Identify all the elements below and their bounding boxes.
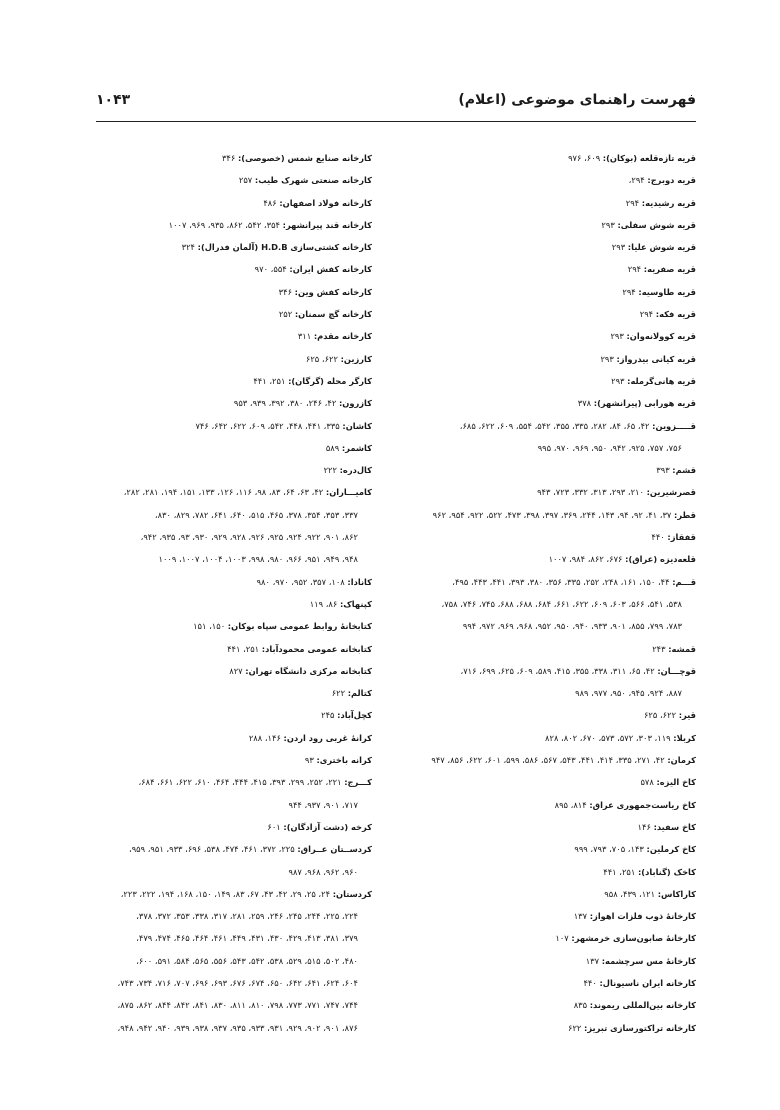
index-pages: ۲۵۲ <box>278 309 293 320</box>
index-entry <box>82 593 372 615</box>
index-term: کارخانه تراکتورسازی تبریز: <box>584 1022 696 1033</box>
index-entry <box>410 303 696 325</box>
index-pages: ۳۹۳ <box>656 465 670 476</box>
index-entry-continuation <box>82 861 372 883</box>
index-term: کربلا: <box>673 732 696 743</box>
index-term: کارگر محله (گرگان): <box>288 375 372 386</box>
index-pages: ۲۲۴، ۲۲۵، ۲۴۴، ۲۴۵، ۲۴۶، ۲۵۹، ۲۸۱، ۳۱۷، ۳۳۸، ۳۵۳، ۳۷۲، ۳۷۸، <box>136 911 358 922</box>
index-pages: ۲۹۳ <box>601 219 615 230</box>
index-entry <box>82 816 372 838</box>
index-pages: ۲۵۱، ۴۴۱ <box>603 866 636 877</box>
index-term: کانادا: <box>347 576 372 587</box>
index-pages: ۲۹۴ <box>622 286 636 297</box>
index-entry <box>410 794 696 816</box>
index-column-left <box>82 147 372 1039</box>
index-pages: ۸۶، ۱۱۹ <box>309 598 338 609</box>
index-term: کارخانه صنایع شمس (خصوصی): <box>237 153 372 163</box>
index-entry <box>82 727 372 749</box>
index-entry <box>410 749 696 771</box>
index-term: کارخانه کفش وین: <box>294 286 372 297</box>
index-pages: ۳۵۴، ۵۴۲، ۸۶۲، ۹۳۵، ۹۶۹، ۱۰۰۷ <box>168 219 280 230</box>
index-term: کرانۀ غربی رود اردن: <box>283 732 372 743</box>
index-term: قریه کیانی بیدرواز: <box>616 353 696 364</box>
index-pages: ۷۱۷، ۹۰۱، ۹۳۷، ۹۴۴ <box>288 799 358 810</box>
index-entry <box>410 905 696 927</box>
index-term: کازرون: <box>338 398 372 409</box>
index-pages: ۸۶۲، ۹۰۱، ۹۲۲، ۹۲۴، ۹۲۵، ۹۲۶، ۹۲۸، ۹۲۹، ۹۳۰، ۹۳، ۹۳۵، ۹۴۲، <box>140 532 358 543</box>
index-pages: ۲۹۳ <box>600 353 614 364</box>
index-entry <box>410 325 696 347</box>
index-pages: ۲۵۷ <box>238 175 253 186</box>
index-entry <box>82 392 372 414</box>
index-entry <box>82 214 372 236</box>
index-term: کارخانۀ مس سرچشمه: <box>601 955 696 966</box>
index-term: قطر: <box>674 509 696 520</box>
index-entry-continuation <box>82 526 372 548</box>
index-term: قریه تازه‌قلعه (بوکان): <box>602 153 696 163</box>
index-pages: ۲۹۴ <box>625 197 640 208</box>
index-pages: ۶۲۲ <box>568 1022 582 1033</box>
index-pages: ۶۰۹، ۹۷۶ <box>568 153 601 163</box>
index-entry <box>410 281 696 303</box>
index-entry <box>82 192 372 214</box>
index-pages: ۷۸۳، ۷۹۹، ۸۵۵، ۹۰۱، ۹۳۳، ۹۴۰، ۹۵۰، ۹۵۲، ۹۶۸، ۹۶۹، ۹۷۲، ۹۹۴ <box>462 621 682 632</box>
index-pages: ۳۷، ۴۱، ۹۲، ۹۴، ۱۴۳، ۲۴۴، ۳۶۹، ۳۹۷، ۳۹۸، ۴۷۳، ۵۲۲، ۹۲۲، ۹۵۴، ۹۶۲ <box>432 509 672 520</box>
index-term: قـــم: <box>672 576 696 587</box>
index-entry <box>410 771 696 793</box>
index-term: کامیـــاران: <box>325 487 372 498</box>
index-entry <box>410 192 696 214</box>
index-term: قریه هورابی (پیرانشهر): <box>593 398 696 409</box>
page-header <box>96 92 696 120</box>
index-pages: ۹۶۰، ۹۶۲، ۹۶۸، ۹۸۷ <box>288 866 358 877</box>
index-entry <box>410 660 696 682</box>
index-term: کاخ سفید: <box>653 821 696 832</box>
index-term: قلعه‌دیزه (عراق): <box>625 554 696 565</box>
index-entry <box>410 571 696 593</box>
index-entry <box>82 660 372 682</box>
index-term: قصرشیرین: <box>646 487 696 498</box>
index-pages: ۲۲۱، ۲۵۲، ۲۹۹، ۳۹۳، ۴۱۵، ۴۴۴، ۴۶۴، ۶۱۰، ۶۲۲، ۶۶۱، ۶۸۴، <box>138 777 342 788</box>
index-entry <box>410 459 696 481</box>
index-pages: ۲۲۵، ۳۷۲، ۴۶۱، ۴۷۴، ۵۳۸، ۶۹۶، ۹۳۳، ۹۵۱، ۹۵۹، <box>129 844 295 855</box>
index-term: کتابخانه عمومی محمودآباد: <box>261 643 372 654</box>
index-pages: ۸۸۷، ۹۲۴، ۹۴۵، ۹۵۰، ۹۷۷، ۹۸۹ <box>575 688 682 699</box>
index-entry <box>410 883 696 905</box>
index-pages: ۲۹۳ <box>611 242 626 253</box>
index-pages: ۸۳۵ <box>573 1000 588 1011</box>
index-pages: ۱۴۶، ۲۸۸ <box>248 732 281 743</box>
index-term: کارخانه کفش ایران: <box>289 264 372 275</box>
index-pages: ۲۹۴ <box>639 309 654 320</box>
index-term: کاخ الیزه: <box>656 777 696 788</box>
index-pages: ۶۷۶، ۸۶۲، ۹۸۴، ۱۰۰۷ <box>548 554 623 565</box>
index-entry <box>82 437 372 459</box>
index-term: کارزین: <box>340 353 372 364</box>
index-pages: ۱۰۸، ۳۵۷، ۹۵۲، ۹۷۰، ۹۸۰ <box>256 576 345 587</box>
page-title: فهرست راهنمای موضوعی (اعلام) <box>458 92 696 108</box>
index-entry <box>410 638 696 660</box>
index-pages: ۴۴۰ <box>583 977 597 988</box>
index-entry <box>82 481 372 503</box>
index-pages: ۲۹۴ <box>627 264 642 275</box>
index-pages: ۱۱۹، ۳۰۳، ۵۷۲، ۵۷۳، ۶۷۰، ۸۰۲، ۸۲۸ <box>545 732 671 743</box>
index-pages: ۶۲۲، ۶۲۵ <box>305 353 338 364</box>
index-pages: ۷۴۴، ۷۴۷، ۷۷۱، ۷۷۳، ۷۹۸، ۸۱۰، ۸۱۱، ۸۳۰، ۸۴۱، ۸۴۲، ۸۴۴، ۸۶۲، ۸۷۵، <box>117 1000 358 1011</box>
index-term: قوچـــان: <box>657 665 696 676</box>
index-term: کتابخانۀ روابط عمومی سپاه بوکان: <box>227 621 372 632</box>
index-term: قریه طاوسیه: <box>638 286 696 297</box>
index-entry-continuation <box>82 927 372 949</box>
index-pages: ۸۱۴، ۸۹۵ <box>554 799 587 810</box>
index-entry <box>410 994 696 1016</box>
index-entry-continuation <box>410 615 696 637</box>
index-pages: ۲۴۳ <box>652 643 666 654</box>
index-pages: ۱۳۷ <box>585 955 600 966</box>
index-pages: ۳۱۱ <box>297 331 312 342</box>
index-term: قمشه: <box>668 643 696 654</box>
index-pages: ۵۵۴، ۹۷۰ <box>254 264 287 275</box>
index-term: قریه شوش علیا: <box>627 242 696 253</box>
index-entry <box>410 816 696 838</box>
page-number: ۱۰۴۳ <box>96 92 131 108</box>
index-pages: ۱۳۷ <box>573 911 588 922</box>
index-term: قریه شوش سفلی: <box>617 219 696 230</box>
index-term: کردستان: <box>332 888 372 899</box>
index-term: کارخانۀ صابون‌سازی خرمشهر: <box>571 933 696 944</box>
index-entry <box>410 504 696 526</box>
index-entry <box>410 972 696 994</box>
index-term: کاشمر: <box>341 442 372 453</box>
index-entry <box>410 526 696 548</box>
index-entry <box>82 638 372 660</box>
index-entry <box>410 950 696 972</box>
index-entry-continuation <box>82 504 372 526</box>
index-pages: ۲۴، ۲۵، ۲۹، ۴۲، ۴۳، ۶۷، ۸۳، ۱۴۹، ۱۵۰، ۱۶۸، ۱۹۴، ۲۲۲، ۲۲۳، <box>120 888 331 899</box>
index-term: کرخه (دشت آزادگان): <box>283 821 372 832</box>
index-pages: ۴۸۰، ۵۰۲، ۵۱۵، ۵۲۹، ۵۳۸، ۵۴۲، ۵۴۳، ۵۵۶، ۵۶۵، ۵۸۴، ۵۹۱، ۶۰۰، <box>136 955 358 966</box>
index-entry-continuation <box>82 794 372 816</box>
index-entry <box>82 704 372 726</box>
index-pages: ۱۵۰، ۱۵۱ <box>193 621 226 632</box>
index-term: قـــــزوین: <box>652 420 696 431</box>
index-term: کاشان: <box>342 420 372 431</box>
header-divider <box>96 121 696 122</box>
index-pages: ۳۳۵، ۴۴۱، ۴۴۸، ۵۴۲، ۶۰۹، ۶۲۲، ۶۴۲، ۷۴۶ <box>195 420 340 431</box>
index-pages: ۶۲۲، ۶۲۵ <box>643 710 677 721</box>
index-entry <box>410 727 696 749</box>
index-term: کارخانه قند پیرانشهر: <box>282 219 372 230</box>
index-pages: ۲۵۱، ۴۴۱ <box>253 375 286 386</box>
index-pages: ۷۵۶، ۷۵۷، ۹۲۵، ۹۴۲، ۹۵۰، ۹۶۹، ۹۷۰، ۹۹۵ <box>537 442 682 453</box>
index-entry <box>410 348 696 370</box>
index-pages: ۴۸۶ <box>263 197 277 208</box>
index-entry <box>410 214 696 236</box>
index-entry <box>410 370 696 392</box>
index-term: کارخانۀ ذوب فلزات اهواز: <box>589 911 696 922</box>
index-pages: ۳۳۷، ۳۵۳، ۳۵۴، ۳۷۸، ۴۶۵، ۵۱۵، ۶۴۰، ۶۴۱، ۷۸۲، ۸۲۹، ۸۳۰، <box>154 509 358 520</box>
index-pages: ۳۷۹، ۳۸۱، ۴۱۳، ۴۲۹، ۴۳۰، ۴۳۱، ۴۴۹، ۴۶۱، ۴۶۴، ۴۶۵، ۴۷۴، ۴۷۹، <box>136 933 358 944</box>
index-term: کردســتان عــراق: <box>297 844 372 855</box>
index-pages: ۲۹۳ <box>611 375 625 386</box>
index-pages: ۴۲، ۲۷۱، ۳۳۵، ۴۱۴، ۴۴۱، ۵۴۳، ۵۶۷، ۵۸۶، ۵۹۹، ۶۰۱، ۶۲۲، ۸۵۶، ۹۴۷ <box>431 755 665 766</box>
index-entry <box>82 370 372 392</box>
index-term: کچل‌آباد: <box>337 710 372 721</box>
index-entry <box>82 169 372 191</box>
index-term: کارخانه گچ سمنان: <box>294 309 372 320</box>
index-entry <box>82 325 372 347</box>
index-term: کارخانه کشتی‌سازی H.D.B (آلمان فدرال): <box>197 242 372 253</box>
index-entry <box>82 771 372 793</box>
index-term: کارخانه صنعتی شهرک طیب: <box>254 175 372 186</box>
index-term: کال‌دره: <box>339 465 372 476</box>
index-pages: ۲۲۲ <box>323 465 337 476</box>
index-entry <box>82 147 372 169</box>
index-pages: ۲۱۰، ۲۹۳، ۳۱۳، ۳۳۲، ۷۲۳، ۹۴۳ <box>537 487 644 498</box>
index-pages: ۳۴۶ <box>221 153 236 163</box>
index-pages: ۹۴۸، ۹۴۹، ۹۵۱، ۹۶۶، ۹۸۰، ۹۹۸، ۱۰۰۳، ۱۰۰۴، ۱۰۰۷، ۱۰۰۹ <box>158 554 358 565</box>
index-column-right <box>410 147 696 1039</box>
index-term: کاخ کرملین: <box>646 844 696 855</box>
index-term: قفقاز: <box>667 532 696 543</box>
index-pages: ۲۵۱، ۴۴۱ <box>227 643 260 654</box>
index-pages: ۸۷۶، ۹۰۱، ۹۰۲، ۹۲۹، ۹۳۱، ۹۳۳، ۹۳۵، ۹۳۷، ۹۳۸، ۹۳۹، ۹۴۰، ۹۴۲، ۹۴۸، <box>117 1022 358 1033</box>
index-entry <box>82 459 372 481</box>
index-entry-continuation <box>82 1017 372 1039</box>
index-pages: ۶۰۴، ۶۲۴، ۶۴۱، ۶۴۲، ۶۵۰، ۶۷۴، ۶۷۶، ۶۹۳، ۶۹۶، ۷۰۷، ۷۱۶، ۷۳۴، ۷۴۳، <box>117 977 358 988</box>
index-term: کاراکاس: <box>657 888 696 899</box>
index-pages: ۲۹۳ <box>610 331 624 342</box>
index-term: قریه هانی‌گرمله: <box>627 375 696 386</box>
index-entry <box>410 392 696 414</box>
index-term: کتابخانه مرکزی دانشگاه تهران: <box>245 665 372 676</box>
index-entry-continuation <box>82 950 372 972</box>
index-term: کاخک (گناباد): <box>637 866 696 877</box>
index-pages: ۵۸۹ <box>325 442 340 453</box>
index-term: کارخانه مقدم: <box>313 331 372 342</box>
index-entry <box>410 258 696 280</box>
index-term: قریه کوولانه‌وان: <box>626 331 696 342</box>
index-entry-continuation <box>82 905 372 927</box>
index-pages: ۱۰۷ <box>555 933 569 944</box>
index-entry <box>82 682 372 704</box>
index-entry <box>82 281 372 303</box>
index-pages: ۴۲، ۶۳، ۶۴، ۸۳، ۹۸، ۱۱۶، ۱۲۶، ۱۳۳، ۱۵۱، ۱۹۴، ۲۸۱، ۲۸۲، <box>123 487 324 498</box>
index-entry <box>82 838 372 860</box>
index-pages: ۱۴۳، ۷۰۵، ۷۹۳، ۹۹۹ <box>574 844 644 855</box>
index-pages: ۴۴۰ <box>651 532 665 543</box>
index-term: قریه صفریه: <box>643 264 696 275</box>
index-entry-continuation <box>410 682 696 704</box>
index-term: قریه دوبرج: <box>647 175 696 186</box>
index-entry <box>82 258 372 280</box>
index-pages: ۵۷۸ <box>640 777 654 788</box>
index-entry <box>410 1017 696 1039</box>
index-term: کارخانه بین‌المللی ریموند: <box>589 1000 696 1011</box>
index-entry <box>82 571 372 593</box>
index-term: کپنهاک: <box>339 598 372 609</box>
index-entry <box>410 861 696 883</box>
index-pages: ۲۹۴، <box>628 175 645 186</box>
index-pages: ۴۲، ۶۵، ۳۱۱، ۳۳۸، ۳۵۵، ۴۱۵، ۵۸۹، ۶۰۹، ۶۲۵، ۶۹۹، ۷۱۶، <box>460 665 655 676</box>
index-pages: ۱۴۶ <box>637 821 651 832</box>
index-term: کرانه باختری: <box>316 755 372 766</box>
index-entry <box>410 838 696 860</box>
index-term: قشم: <box>672 465 696 476</box>
index-term: کارخانه ایران ناسیونال: <box>599 977 696 988</box>
index-entry <box>82 615 372 637</box>
index-entry-continuation <box>82 548 372 570</box>
index-pages: ۳۷۸ <box>577 398 592 409</box>
index-entry <box>410 169 696 191</box>
index-entry <box>410 548 696 570</box>
index-pages: ۹۳ <box>304 755 314 766</box>
index-pages: ۳۴۶ <box>278 286 293 297</box>
index-entry <box>82 303 372 325</box>
index-entry <box>410 415 696 437</box>
index-entry <box>82 236 372 258</box>
index-pages: ۱۲۱، ۴۳۹، ۹۵۸ <box>604 888 656 899</box>
index-entry <box>82 415 372 437</box>
index-entry <box>410 236 696 258</box>
index-pages: ۲۴۵ <box>321 710 335 721</box>
index-term: کتالم: <box>347 688 372 699</box>
index-pages: ۶۰۱ <box>267 821 281 832</box>
index-entry <box>410 147 696 169</box>
index-entry <box>82 749 372 771</box>
index-entry <box>410 704 696 726</box>
index-term: قیر: <box>678 710 696 721</box>
index-term: کاخ ریاست‌جمهوری عراق: <box>589 799 696 810</box>
index-term: کرمان: <box>667 755 696 766</box>
index-entry-continuation <box>410 593 696 615</box>
index-entry <box>82 883 372 905</box>
index-pages: ۴۲، ۲۴۶، ۳۸۰، ۳۹۲، ۹۳۹، ۹۵۳ <box>233 398 337 409</box>
index-pages: ۵۳۸، ۵۴۱، ۵۶۶، ۶۰۳، ۶۰۹، ۶۲۲، ۶۶۱، ۶۸۴، ۶۸۸، ۶۸۸، ۷۴۵، ۷۴۶، ۷۵۸، <box>441 598 682 609</box>
index-term: کارخانه فولاد اصفهان: <box>279 197 372 208</box>
index-entry-continuation <box>82 972 372 994</box>
index-entry <box>410 927 696 949</box>
index-entry <box>410 481 696 503</box>
index-pages: ۴۲، ۶۵، ۸۴، ۲۸۲، ۳۳۵، ۳۵۵، ۵۴۲، ۵۵۴، ۶۰۹، ۶۲۲، ۶۸۵، <box>459 420 650 431</box>
index-term: قریه رشیدیه: <box>641 197 696 208</box>
index-pages: ۳۲۴ <box>181 242 195 253</box>
index-pages: ۸۲۷ <box>229 665 243 676</box>
index-entry-continuation <box>82 994 372 1016</box>
index-term: قریه فکه: <box>655 309 696 320</box>
index-term: کـــرج: <box>344 777 372 788</box>
index-entry-continuation <box>410 437 696 459</box>
index-pages: ۴۴، ۱۵۰، ۱۶۱، ۲۴۸، ۲۵۲، ۳۳۵، ۳۵۶، ۳۸۰، ۳۹۳، ۴۴۱، ۴۴۳، ۴۹۵، <box>452 576 670 587</box>
index-pages: ۶۲۲ <box>331 688 346 699</box>
index-entry <box>82 348 372 370</box>
